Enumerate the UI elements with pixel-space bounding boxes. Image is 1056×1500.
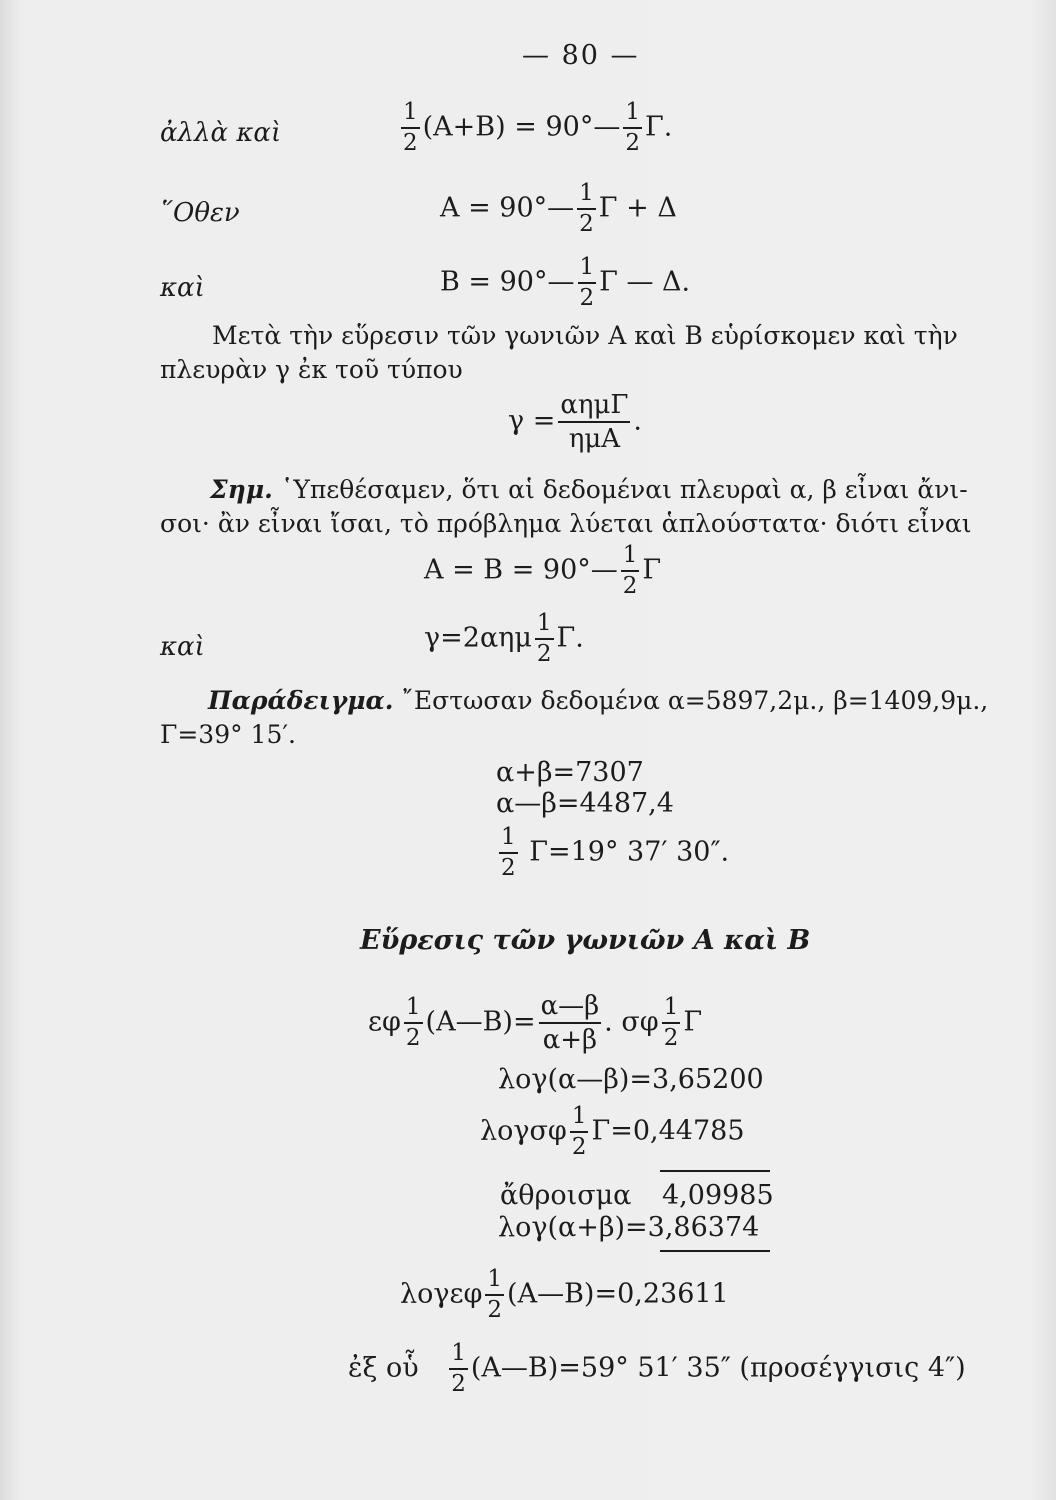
- frac-num: 1: [499, 826, 518, 854]
- example-label: Παράδειγμα.: [208, 686, 394, 715]
- example-calc-1: α+β=7307: [496, 757, 644, 788]
- tangent-formula: [368, 993, 702, 1053]
- frac-den: 2: [571, 1134, 587, 1160]
- eq2-part-b: Γ + Δ: [598, 192, 677, 224]
- frac-num: 1: [401, 101, 420, 129]
- eq1: [398, 101, 672, 155]
- gamma-end: .: [633, 405, 643, 437]
- tangent-end: Γ: [683, 1006, 703, 1038]
- note-eq2: [424, 612, 584, 666]
- log-row-6-a: ἐξ οὗ: [348, 1352, 419, 1384]
- frac-den: 2: [579, 211, 594, 237]
- frac-num: 1: [449, 1342, 468, 1370]
- note-line-2: σοι· ἂν εἶναι ἴσαι, τὸ πρόβλημα λύεται ἁπλούστατα· διότι εἶναι: [160, 509, 972, 538]
- frac-num: 1: [570, 1105, 589, 1133]
- frac-den: 2: [625, 130, 640, 156]
- log-row-4: λογ(α+β)=3,86374: [498, 1212, 760, 1243]
- example-calc-3: [496, 826, 729, 880]
- eq1-label: ἀλλὰ καὶ: [160, 118, 282, 148]
- tangent-mid: . σφ: [604, 1006, 659, 1038]
- paragraph-line-2: πλευρὰν γ ἐκ τοῦ τύπου: [160, 355, 463, 384]
- frac-num: 1: [578, 256, 597, 284]
- frac-num: 1: [535, 612, 554, 640]
- eq2-part-a: Α = 90°—: [440, 192, 575, 224]
- eq3-part-a: Β = 90°—: [440, 266, 575, 298]
- tangent-lhs-a: εφ: [368, 1006, 401, 1038]
- example-line-1: [208, 686, 988, 715]
- frac-den: 2: [501, 855, 516, 881]
- frac-den: 2: [487, 1297, 503, 1323]
- log-row-2-a: λογσφ: [480, 1115, 567, 1147]
- note-eq1: [424, 544, 661, 598]
- note-kai: καὶ: [160, 632, 205, 662]
- note-eq1-b: Γ: [642, 554, 662, 586]
- frac-num: 1: [621, 544, 640, 572]
- log-row-2-b: Γ=0,44785: [591, 1115, 745, 1147]
- log-row-6: [348, 1342, 966, 1396]
- frac-num: 1: [623, 101, 642, 129]
- frac-den: 2: [622, 573, 638, 599]
- tangent-num: α—β: [539, 993, 602, 1024]
- sum-rule-top: [660, 1170, 770, 1172]
- example-calc-2: α—β=4487,4: [496, 788, 674, 819]
- eq3: [440, 256, 690, 310]
- frac-den: 2: [403, 130, 418, 156]
- frac-num: 1: [404, 996, 423, 1024]
- log-row-5: [400, 1268, 729, 1322]
- gamma-lhs: γ =: [508, 405, 556, 437]
- example-line-2: Γ=39° 15′.: [160, 720, 296, 749]
- log-row-5-b: (Α—Β)=0,23611: [507, 1278, 729, 1310]
- note-eq2-b: Γ.: [556, 622, 584, 654]
- page-number: — 80 —: [522, 40, 640, 71]
- log-row-3-value: 4,09985: [662, 1180, 774, 1211]
- paragraph-line-1: Μετὰ τὴν εὕρεσιν τῶν γωνιῶν Α καὶ Β εὑρίσκομεν καὶ τὴν: [212, 321, 958, 350]
- note-line-1: [210, 475, 968, 504]
- tangent-den: α+β: [542, 1025, 598, 1055]
- log-row-5-a: λογεφ: [400, 1278, 483, 1310]
- frac-num: 1: [662, 996, 681, 1024]
- note-label: Σημ.: [210, 475, 273, 504]
- gamma-den: ημΑ: [568, 424, 621, 454]
- frac-den: 2: [451, 1371, 466, 1397]
- gamma-formula: [508, 392, 642, 452]
- note-text-1: ῾Υπεθέσαμεν, ὅτι αἱ δεδομέναι πλευραὶ α, β εἶναι ἄνι-: [280, 475, 968, 504]
- note-eq2-a: γ=2αημ: [424, 622, 532, 654]
- example-calc-3-text: Γ=19° 37′ 30″.: [529, 836, 730, 868]
- frac-den: 2: [579, 285, 595, 311]
- frac-den: 2: [405, 1025, 421, 1051]
- log-row-2: [480, 1105, 745, 1159]
- tangent-lhs-b: (Α—Β)=: [425, 1006, 536, 1038]
- frac-den: 2: [536, 641, 552, 667]
- example-text-1: ῎Εστωσαν δεδομένα α=5897,2μ., β=1409,9μ.,: [401, 686, 989, 715]
- eq2-label: ῞Οθεν: [160, 198, 240, 228]
- eq3-part-b: Γ — Δ.: [599, 266, 691, 298]
- eq2: [440, 182, 677, 236]
- sum-rule-bottom: [660, 1250, 770, 1252]
- log-row-1: λογ(α—β)=3,65200: [498, 1064, 764, 1095]
- eq1-part-a: (Α+Β) = 90°—: [422, 111, 621, 143]
- note-eq1-a: Α = Β = 90°—: [424, 554, 618, 586]
- eq3-label: καὶ: [160, 273, 205, 303]
- log-row-3-label: ἄθροισμα: [500, 1180, 632, 1211]
- eq1-part-b: Γ.: [644, 111, 673, 143]
- gamma-num: αημΓ: [558, 392, 630, 423]
- frac-num: 1: [485, 1268, 504, 1296]
- frac-den: 2: [663, 1025, 679, 1051]
- section-title: Εὕρεσις τῶν γωνιῶν Α καὶ Β: [360, 925, 811, 956]
- frac-num: 1: [577, 182, 596, 210]
- log-row-6-b: (Α—Β)=59° 51′ 35″ (προσέγγισις 4″): [470, 1352, 966, 1384]
